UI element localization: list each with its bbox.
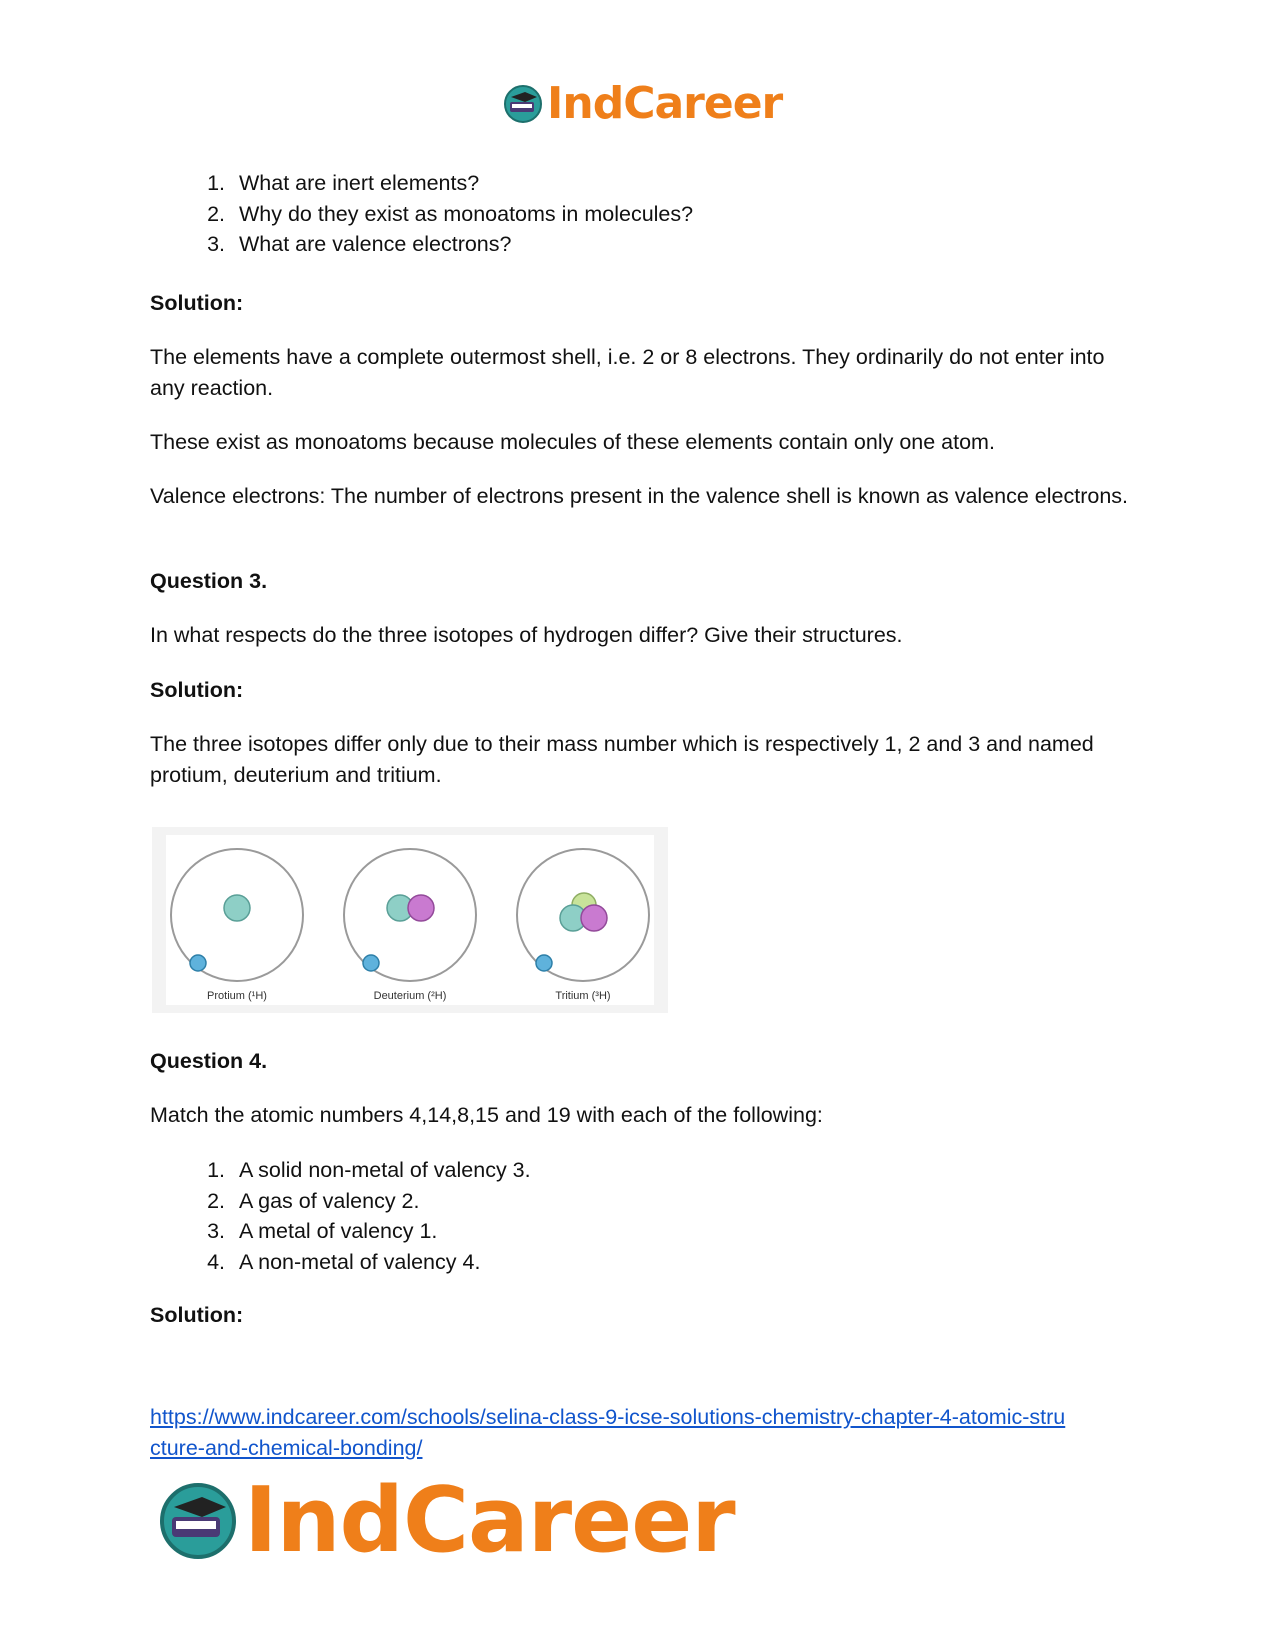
tritium-label: Tritium (³H) [555, 990, 611, 1002]
list-item: 4. A non-metal of valency 4. [207, 1249, 481, 1274]
list-item: 1. What are inert elements? [207, 171, 480, 195]
solution-3-text: The three isotopes differ only due to their mass number which is respectively 1, 2 and 3 and named protium, deuterium and tritium. [150, 732, 1094, 787]
protium-proton [224, 895, 250, 921]
list-item: 2. Why do they exist as monoatoms in molecules? [207, 201, 694, 226]
list-item: 1. A solid non-metal of valency 3. [207, 1158, 531, 1182]
solution-paragraph-1: The elements have a complete outermost shell, i.e. 2 or 8 electrons. They ordinarily do not enter into any reaction. [150, 345, 1105, 400]
footer-link-line-1[interactable]: https://www.indcareer.com/schools/selina-class-9-icse-solutions-chemistry-chapter-4-atomic-stru [150, 1405, 1066, 1429]
footer-link[interactable] [150, 1402, 1130, 1463]
footer-link-line-2[interactable]: cture-and-chemical-bonding/ [150, 1435, 423, 1460]
header-logo-text: IndCareer [547, 78, 783, 129]
list-item: 2. A gas of valency 2. [207, 1188, 420, 1213]
deuterium-neutron [408, 895, 434, 921]
isotope-figure [152, 827, 668, 1013]
question-4-heading: Question 4. [150, 1049, 268, 1073]
solution-heading-3: Solution: [150, 1303, 244, 1327]
tritium-neutron-1 [581, 905, 607, 931]
logo-globe-icon [158, 1481, 238, 1561]
solution-heading-1: Solution: [150, 291, 244, 315]
header-logo [503, 78, 782, 129]
question-list-1 [150, 168, 693, 260]
protium-electron [190, 955, 206, 971]
list-item: 3. A metal of valency 1. [207, 1219, 438, 1243]
deuterium-label: Deuterium (²H) [373, 990, 447, 1002]
isotope-diagram [166, 835, 654, 1005]
protium-label: Protium (¹H) [207, 990, 267, 1002]
question-3-text: In what respects do the three isotopes of hydrogen differ? Give their structures. [150, 623, 903, 647]
question-3-heading: Question 3. [150, 569, 268, 593]
footer-logo [158, 1468, 735, 1573]
question-list-2 [150, 1155, 531, 1277]
deuterium-electron [363, 955, 379, 971]
solution-paragraph-2: These exist as monoatoms because molecules of these elements contain only one atom. [150, 430, 995, 454]
tritium-electron [536, 955, 552, 971]
solution-heading-2: Solution: [150, 678, 244, 702]
list-item: 3. What are valence electrons? [207, 232, 512, 256]
logo-globe-icon [503, 84, 543, 124]
footer-logo-text: IndCareer [244, 1468, 735, 1573]
solution-paragraph-3: Valence electrons: The number of electrons present in the valence shell is known as valence electrons. [150, 484, 1128, 508]
question-4-text: Match the atomic numbers 4,14,8,15 and 19 with each of the following: [150, 1103, 823, 1127]
